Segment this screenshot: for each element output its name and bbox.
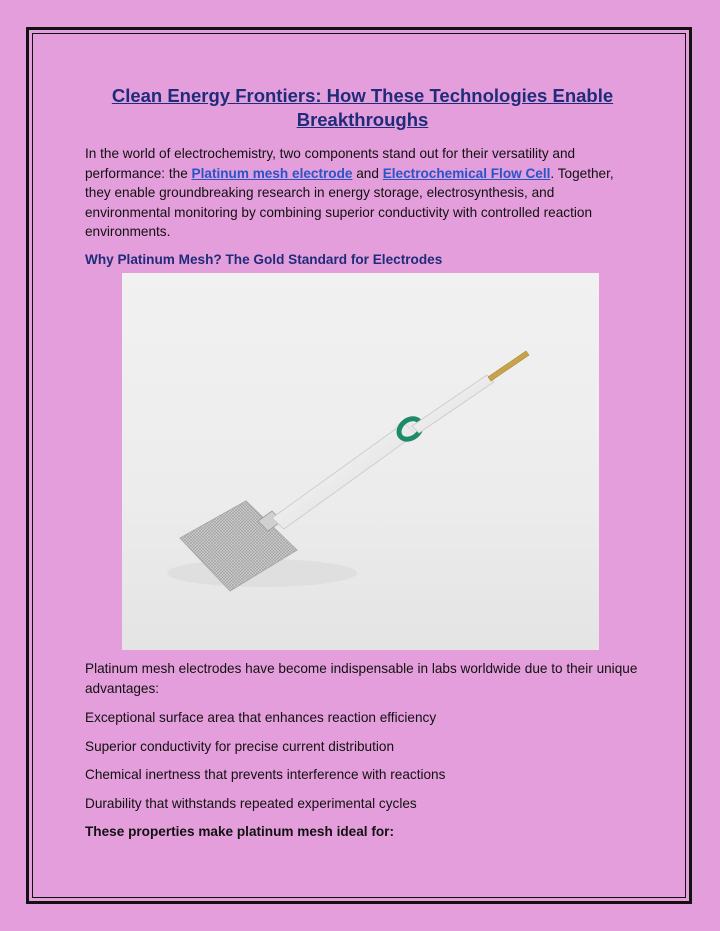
body-intro: Platinum mesh electrodes have become indispensable in labs worldwide due to their unique advantages: xyxy=(85,661,638,696)
intro-paragraph xyxy=(85,144,640,242)
list-item: Durability that withstands repeated experimental cycles xyxy=(85,795,417,811)
list-item: Exceptional surface area that enhances reaction efficiency xyxy=(85,710,437,725)
section-heading: Why Platinum Mesh? The Gold Standard for Electrodes xyxy=(85,251,443,267)
list-item: Superior conductivity for precise current distribution xyxy=(85,738,395,754)
advantages-section xyxy=(85,659,645,842)
platinum-mesh-electrode-link[interactable]: Platinum mesh electrode xyxy=(191,165,353,181)
platinum-mesh-electrode-photo xyxy=(122,273,599,650)
intro-text-3: . Together, they enable groundbreaking research in energy storage, electrosynthesis, and environmental monitoring by combining superior conductivity with controlled reaction environments. xyxy=(85,165,614,239)
intro-text-2: and xyxy=(352,165,383,181)
electrochemical-flow-cell-link[interactable]: Electrochemical Flow Cell xyxy=(382,165,551,181)
closing-heading: These properties make platinum mesh ideal for: xyxy=(85,824,394,839)
intro-text-1: In the world of electrochemistry, two components stand out for their versatility and performance: the xyxy=(85,146,576,181)
electrode-illustration xyxy=(122,273,599,650)
article-body xyxy=(85,84,640,269)
article-title: Clean Energy Frontiers: How These Technologies Enable Breakthroughs xyxy=(111,85,614,130)
list-item: Chemical inertness that prevents interference with reactions xyxy=(85,767,446,782)
